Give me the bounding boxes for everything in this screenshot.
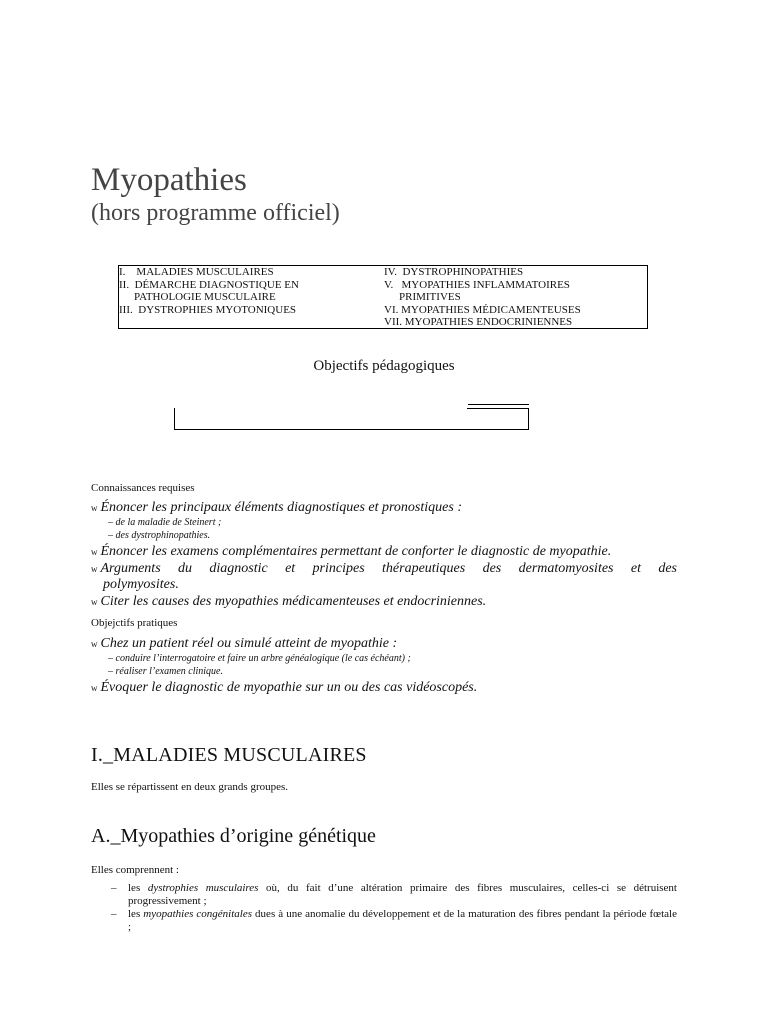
practical-subitem: – réaliser l’examen clinique. [108, 666, 223, 677]
known-item: w Énoncer les principaux éléments diagnostiques et pronostiques : [91, 500, 462, 515]
practical-item: w Évoquer le diagnostic de myopathie sur un ou des cas vidéoscopés. [91, 680, 478, 695]
bullet-icon: w [91, 639, 98, 649]
known-item: w Énoncer les examens complémentaires permettant de conforter le diagnostic de myopathie. [91, 544, 612, 559]
empty-frame [174, 408, 529, 430]
table-of-contents [118, 265, 648, 329]
toc-item[interactable]: I. MALADIES MUSCULAIRES [119, 266, 274, 278]
section-intro: Elles se répartissent en deux grands groupes. [91, 781, 289, 793]
list-item: – les dystrophies musculaires où, du fait d’une altération primaire des fibres musculaires, celles-ci se détruisent progressivement ; [111, 882, 677, 907]
toc-item[interactable]: IV. DYSTROPHINOPATHIES [384, 266, 524, 278]
known-heading: Connaissances requises [91, 482, 195, 494]
bullet-icon: w [91, 683, 98, 693]
practical-subitem: – conduire l’interrogatoire et faire un arbre généalogique (le cas échéant) ; [108, 653, 411, 664]
known-subitem: – des dystrophinopathies. [108, 530, 211, 541]
subsection-intro: Elles comprennent : [91, 864, 179, 876]
toc-item[interactable]: VI. MYOPATHIES MÉDICAMENTEUSES [384, 303, 581, 316]
toc-left-column [119, 266, 384, 316]
bullet-icon: w [91, 564, 98, 574]
subsection-heading: A._Myopathies d’origine génétique [91, 825, 376, 847]
frame-top-line [468, 404, 529, 405]
objectives-title: Objectifs pédagogiques [313, 358, 455, 374]
section-heading: I._MALADIES MUSCULAIRES [91, 744, 367, 766]
bullet-icon: w [91, 547, 98, 557]
practical-item: w Chez un patient réel ou simulé atteint de myopathie : [91, 636, 398, 651]
toc-item[interactable]: VII. MYOPATHIES ENDOCRINIENNES [384, 316, 573, 328]
bullet-icon: w [91, 503, 98, 513]
known-item: w Citer les causes des myopathies médicamenteuses et endocriniennes. [91, 594, 487, 609]
toc-item[interactable]: PATHOLOGIE MUSCULAIRE [134, 291, 276, 303]
toc-right-column [384, 266, 649, 329]
bullet-icon: w [91, 597, 98, 607]
toc-item[interactable]: V. MYOPATHIES INFLAMMATOIRES [384, 278, 570, 291]
toc-item[interactable]: II. DÉMARCHE DIAGNOSTIQUE EN [119, 278, 299, 291]
page-subtitle: (hors programme officiel) [91, 200, 340, 226]
practical-heading: Objejctifs pratiques [91, 617, 178, 629]
toc-item[interactable]: III. DYSTROPHIES MYOTONIQUES [119, 303, 297, 316]
known-item-continued: polymyosites. [103, 577, 179, 592]
list-item: – les myopathies congénitales dues à une anomalie du développement et de la maturation des fibres pendant la période fœtale ; [111, 908, 677, 933]
toc-item[interactable]: PRIMITIVES [399, 291, 461, 303]
known-subitem: – de la maladie de Steinert ; [108, 517, 222, 528]
frame-gap [175, 407, 467, 410]
known-item: w Arguments du diagnostic et principes thérapeutiques des dermatomyosites et des [91, 561, 677, 576]
page-title: Myopathies [91, 162, 247, 198]
